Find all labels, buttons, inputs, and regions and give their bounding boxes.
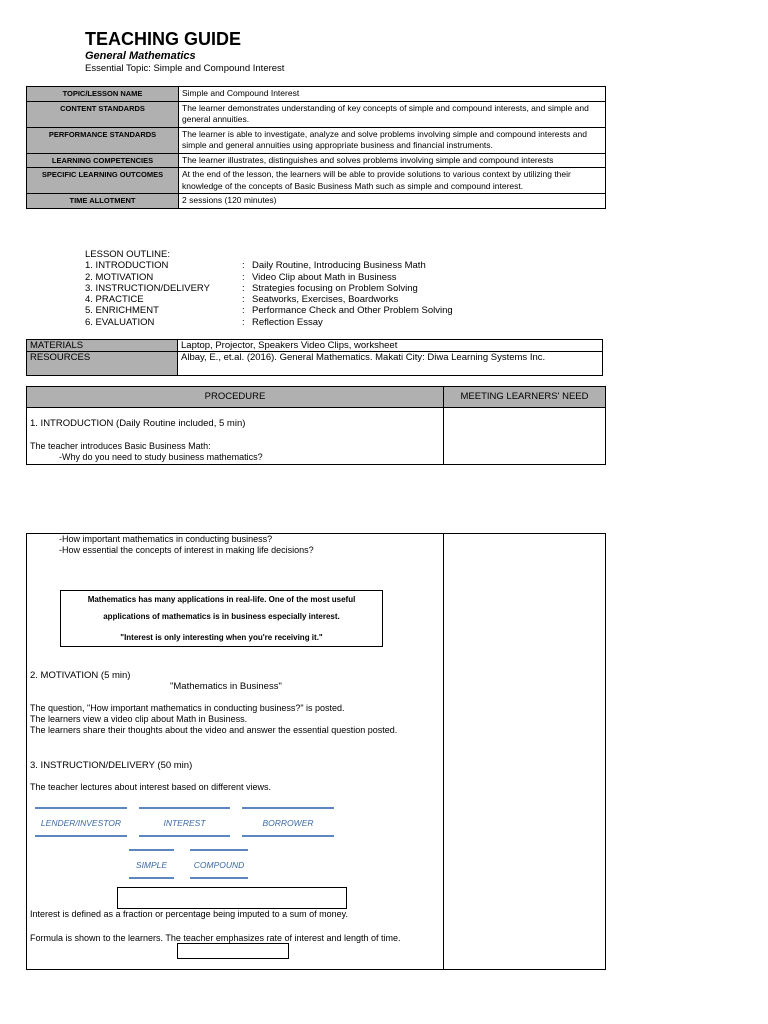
intro-question: -How important mathematics in conducting business? bbox=[59, 534, 273, 544]
outline-item-desc: Seatworks, Exercises, Boardworks bbox=[252, 294, 399, 306]
intro-question: -Why do you need to study business mathematics? bbox=[59, 452, 263, 462]
row-label: PERFORMANCE STANDARDS bbox=[27, 127, 179, 153]
learners-need-cell bbox=[443, 533, 606, 970]
concept-bar bbox=[129, 849, 174, 851]
colon: : bbox=[242, 271, 245, 283]
concept-borrower: BORROWER bbox=[262, 818, 314, 828]
table-row bbox=[27, 352, 603, 376]
materials-label: MATERIALS bbox=[27, 340, 178, 352]
blank-box bbox=[117, 887, 347, 909]
quote-line: applications of mathematics is in business especially interest. bbox=[103, 612, 340, 621]
motivation-line: The question, "How important mathematics in conducting business?" is posted. bbox=[30, 703, 345, 713]
outline-item-name: 4. PRACTICE bbox=[85, 294, 144, 306]
table-row bbox=[27, 194, 606, 209]
essential-topic: Essential Topic: Simple and Compound Interest bbox=[85, 63, 285, 74]
row-value: 2 sessions (120 minutes) bbox=[179, 194, 606, 209]
row-label: TOPIC/LESSON NAME bbox=[27, 87, 179, 102]
quote-box bbox=[60, 590, 383, 647]
outline-item-desc: Strategies focusing on Problem Solving bbox=[252, 282, 418, 294]
table-row bbox=[27, 340, 603, 352]
outline-item-desc: Performance Check and Other Problem Solving bbox=[252, 305, 453, 317]
outline-item-name: 5. ENRICHMENT bbox=[85, 305, 159, 317]
colon: : bbox=[242, 282, 245, 294]
concept-interest: INTEREST bbox=[163, 818, 206, 828]
materials-table bbox=[26, 339, 603, 376]
colon: : bbox=[242, 260, 245, 272]
row-label: CONTENT STANDARDS bbox=[27, 101, 179, 127]
list-item bbox=[85, 317, 453, 328]
materials-value: Laptop, Projector, Speakers Video Clips, worksheet bbox=[178, 340, 603, 352]
lesson-outline bbox=[85, 249, 453, 328]
list-item bbox=[85, 305, 453, 316]
intro-line: The teacher introduces Basic Business Math: bbox=[30, 441, 211, 451]
instruction-heading: 3. INSTRUCTION/DELIVERY (50 min) bbox=[30, 760, 193, 771]
concept-bar bbox=[139, 835, 230, 837]
concept-bar bbox=[190, 877, 248, 879]
formula-line: Formula is shown to the learners. The teacher emphasizes rate of interest and length of time. bbox=[30, 933, 401, 943]
learners-need-cell bbox=[443, 407, 606, 465]
colon: : bbox=[242, 294, 245, 306]
outline-item-name: 6. EVALUATION bbox=[85, 316, 155, 328]
row-value: The learner is able to investigate, analyze and solve problems involving simple and compound interests and simple and general annuities using appropriate business and financial instruments. bbox=[179, 127, 606, 153]
motivation-line: The learners share their thoughts about the video and answer the essential question posted. bbox=[30, 725, 398, 735]
procedure-header: PROCEDURE bbox=[26, 386, 444, 408]
outline-item-name: 2. MOTIVATION bbox=[85, 271, 154, 283]
intro-heading: 1. INTRODUCTION (Daily Routine included, 5 min) bbox=[30, 418, 246, 429]
motivation-line: The learners view a video clip about Math in Business. bbox=[30, 714, 248, 724]
table-row bbox=[27, 127, 606, 153]
row-label: SPECIFIC LEARNING OUTCOMES bbox=[27, 168, 179, 194]
outline-heading: LESSON OUTLINE: bbox=[85, 249, 170, 260]
motivation-title: "Mathematics in Business" bbox=[170, 681, 282, 692]
concept-bar bbox=[242, 835, 334, 837]
row-label: LEARNING COMPETENCIES bbox=[27, 153, 179, 168]
row-value: At the end of the lesson, the learners will be able to provide solutions to various context by utilizing their knowledge of the concepts of Basic Business Math such as simple and compound interest. bbox=[179, 168, 606, 194]
lesson-info-table bbox=[26, 86, 606, 209]
outline-item-desc: Video Clip about Math in Business bbox=[252, 271, 397, 283]
interest-definition: Interest is defined as a fraction or percentage being imputed to a sum of money. bbox=[30, 909, 349, 919]
list-item bbox=[85, 294, 453, 305]
outline-item-name: 1. INTRODUCTION bbox=[85, 260, 169, 272]
concept-bar bbox=[35, 807, 127, 809]
concept-bar bbox=[129, 877, 174, 879]
quote-line: Mathematics has many applications in real-life. One of the most useful bbox=[87, 595, 356, 604]
concept-bar bbox=[139, 807, 230, 809]
concept-simple: SIMPLE bbox=[135, 860, 168, 870]
list-item bbox=[85, 260, 453, 271]
resources-label: RESOURCES bbox=[27, 352, 178, 376]
row-label: TIME ALLOTMENT bbox=[27, 194, 179, 209]
concept-bar bbox=[190, 849, 248, 851]
row-value: The learner demonstrates understanding of key concepts of simple and compound interests, and simple and general annuities. bbox=[179, 101, 606, 127]
colon: : bbox=[242, 305, 245, 317]
learners-need-header: MEETING LEARNERS' NEED bbox=[443, 386, 606, 408]
table-row bbox=[27, 101, 606, 127]
outline-item-desc: Reflection Essay bbox=[252, 316, 323, 328]
list-item bbox=[85, 283, 453, 294]
colon: : bbox=[242, 316, 245, 328]
document-title: TEACHING GUIDE bbox=[85, 29, 242, 49]
concept-compound: COMPOUND bbox=[193, 860, 245, 870]
concept-bar bbox=[35, 835, 127, 837]
formula-box bbox=[177, 943, 289, 959]
quote-line: "Interest is only interesting when you're receiving it." bbox=[120, 633, 323, 642]
concept-lender: LENDER/INVESTOR bbox=[40, 818, 122, 828]
instruction-line: The teacher lectures about interest based on different views. bbox=[30, 782, 271, 792]
row-value: The learner illustrates, distinguishes and solves problems involving simple and compound interests bbox=[179, 153, 606, 168]
motivation-heading: 2. MOTIVATION (5 min) bbox=[30, 670, 131, 681]
table-row bbox=[27, 168, 606, 194]
table-row bbox=[27, 153, 606, 168]
intro-question: -How essential the concepts of interest in making life decisions? bbox=[59, 545, 314, 555]
concept-bar bbox=[242, 807, 334, 809]
row-value: Simple and Compound Interest bbox=[179, 87, 606, 102]
table-row bbox=[27, 87, 606, 102]
outline-item-desc: Daily Routine, Introducing Business Math bbox=[252, 260, 426, 272]
list-item bbox=[85, 272, 453, 283]
outline-item-name: 3. INSTRUCTION/DELIVERY bbox=[85, 282, 210, 294]
resources-value: Albay, E., et.al. (2016). General Mathematics. Makati City: Diwa Learning Systems Inc. bbox=[178, 352, 603, 376]
subject-name: General Mathematics bbox=[85, 50, 196, 62]
